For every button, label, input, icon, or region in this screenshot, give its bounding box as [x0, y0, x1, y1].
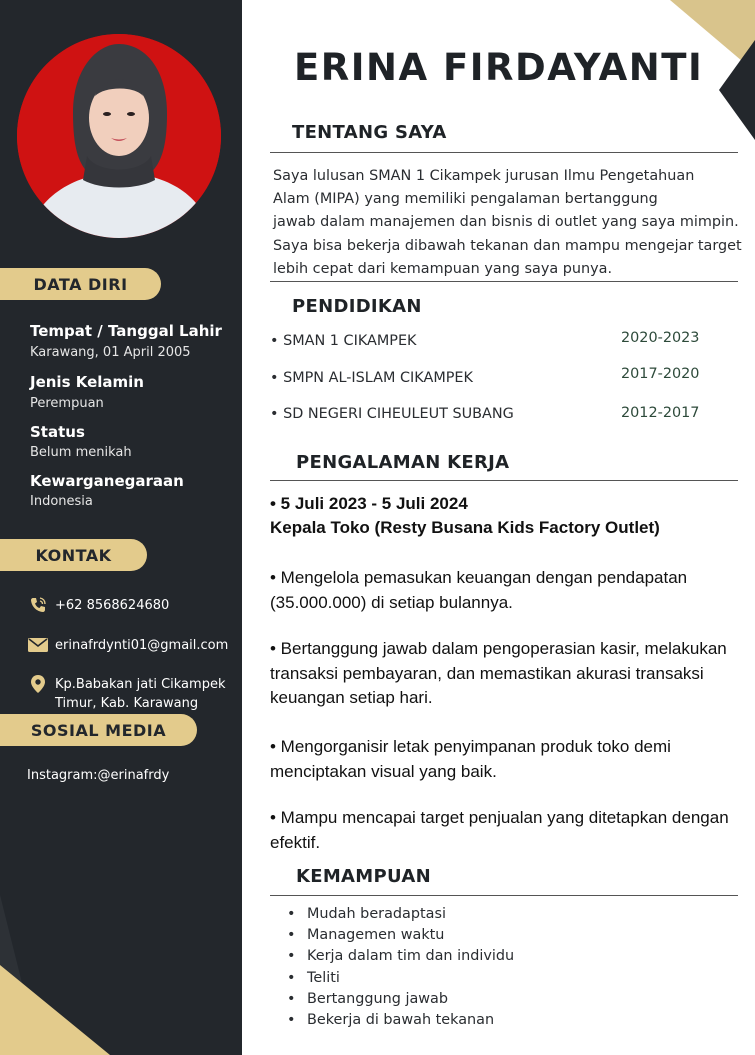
skill-item: • Managemen waktu: [287, 925, 514, 946]
location-pin-icon: [27, 675, 49, 693]
skills-heading: KEMAMPUAN: [296, 866, 431, 887]
address-row: [27, 675, 225, 713]
contact-heading: KONTAK: [0, 539, 147, 571]
instagram-handle[interactable]: Instagram:@erinafrdy: [27, 768, 170, 783]
job-duty-line: • Bertanggung jawab dalam pengoperasian kasir, melakukan: [270, 639, 727, 658]
education-school: • SD NEGERI CIHEULEUT SUBANG: [270, 406, 514, 422]
sidebar: [0, 0, 242, 1055]
job-duty-line: • Mengorganisir letak penyimpanan produk toko demi: [270, 737, 671, 756]
decorative-triangle-gold: [0, 965, 110, 1055]
job-period: • 5 Juli 2023 - 5 Juli 2024: [270, 494, 468, 513]
phone-row[interactable]: [27, 596, 169, 615]
about-divider: [270, 152, 738, 153]
email-row[interactable]: [27, 636, 228, 655]
skills-list: [287, 904, 514, 1031]
skill-item: • Bekerja di bawah tekanan: [287, 1010, 514, 1031]
education-school: • SMAN 1 CIKAMPEK: [270, 333, 417, 349]
job-duty: [270, 637, 755, 711]
birth-value: Karawang, 01 April 2005: [30, 345, 191, 360]
job-duty-line: efektif.: [270, 832, 321, 852]
education-years: 2012-2017: [621, 405, 700, 421]
citizenship-value: Indonesia: [30, 494, 93, 509]
birth-label: Tempat / Tanggal Lahir: [30, 322, 222, 340]
skill-item: • Teliti: [287, 968, 514, 989]
job-duty-line: (35.000.000) di setiap bulannya.: [270, 592, 513, 612]
job-duty-line: • Mampu mencapai target penjualan yang ditetapkan dengan: [270, 808, 729, 827]
about-heading: TENTANG SAYA: [292, 122, 447, 143]
address-line-2: Timur, Kab. Karawang: [55, 696, 199, 711]
skill-item: • Mudah beradaptasi: [287, 904, 514, 925]
personal-data-heading: DATA DIRI: [0, 268, 161, 300]
about-line: jawab dalam manajemen dan bisnis di outlet yang saya mimpin.: [273, 214, 739, 231]
experience-heading: PENGALAMAN KERJA: [296, 452, 510, 473]
about-bottom-divider: [270, 281, 738, 282]
about-line: lebih cepat dari kemampuan yang saya punya.: [273, 260, 613, 277]
skill-item: • Bertanggung jawab: [287, 989, 514, 1010]
email-address: erinafrdynti01@gmail.com: [55, 638, 229, 653]
job-duty-line: menciptakan visual yang baik.: [270, 761, 497, 781]
status-value: Belum menikah: [30, 445, 132, 460]
about-line: Saya bisa bekerja dibawah tekanan dan mampu mengejar target: [273, 237, 742, 254]
mail-icon: [27, 636, 49, 654]
full-name: ERINA FIRDAYANTI: [294, 46, 704, 89]
skills-divider: [270, 895, 738, 896]
job-duty-line: transaksi pembayaran, dan memastikan akurasi transaksi: [270, 663, 704, 683]
phone-number: +62 8568624680: [55, 598, 170, 613]
job-duty: [270, 735, 755, 784]
about-text: [273, 165, 751, 281]
education-years: 2020-2023: [621, 330, 700, 346]
job-duty-line: keuangan setiap hari.: [270, 688, 433, 707]
job-duty-line: • Mengelola pemasukan keuangan dengan pendapatan: [270, 568, 688, 587]
skill-item: • Kerja dalam tim dan individu: [287, 946, 514, 967]
profile-photo: [17, 34, 221, 238]
citizenship-label: Kewarganegaraan: [30, 472, 184, 490]
status-label: Status: [30, 423, 85, 441]
job-duty: [270, 806, 755, 855]
experience-divider: [270, 480, 738, 481]
education-years: 2017-2020: [621, 366, 700, 382]
about-line: Saya lulusan SMAN 1 Cikampek jurusan Ilmu Pengetahuan: [273, 168, 695, 184]
job-header: [270, 492, 755, 540]
gender-value: Perempuan: [30, 396, 104, 411]
education-heading: PENDIDIKAN: [292, 296, 422, 317]
education-school: • SMPN AL-ISLAM CIKAMPEK: [270, 370, 473, 386]
job-duty: [270, 566, 755, 615]
gender-label: Jenis Kelamin: [30, 373, 144, 391]
address-line-1: Kp.Babakan jati Cikampek: [55, 677, 226, 692]
decorative-corner-dark: [719, 40, 755, 140]
social-media-heading: SOSIAL MEDIA: [0, 714, 197, 746]
about-line: Alam (MIPA) yang memiliki pengalaman bertanggung: [273, 191, 658, 208]
job-role: Kepala Toko (Resty Busana Kids Factory Outlet): [270, 518, 660, 537]
phone-icon: [27, 596, 49, 614]
